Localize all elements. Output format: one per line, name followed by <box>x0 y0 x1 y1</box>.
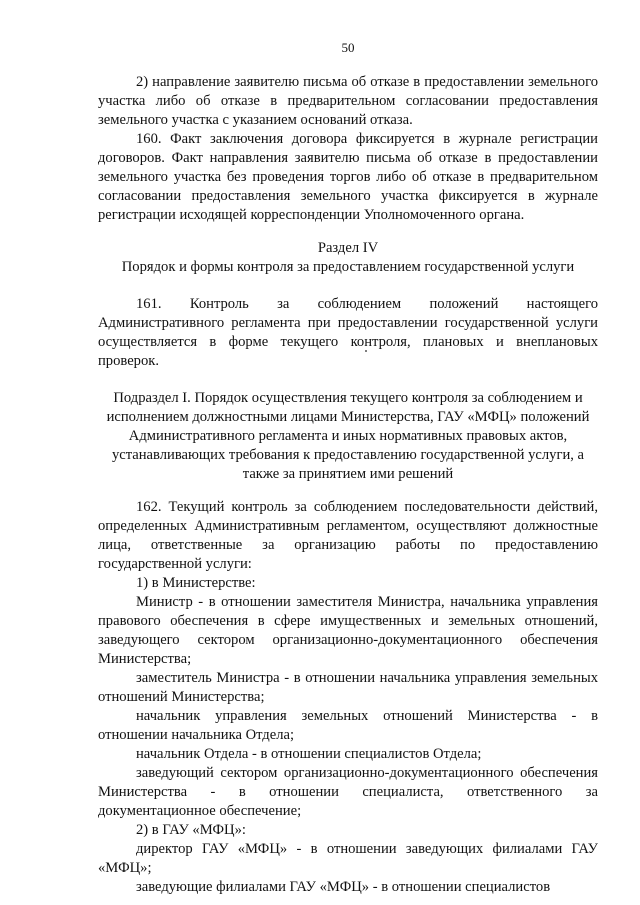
list-item: директор ГАУ «МФЦ» - в отношении заведующих филиалами ГАУ «МФЦ»; <box>98 841 598 876</box>
page-number: 50 <box>341 40 355 55</box>
list-item: 2) в ГАУ «МФЦ»: <box>136 822 246 838</box>
paragraph-160: 160. Факт заключения договора фиксируется в журнале регистрации договоров. Факт направления заявителю письма об отказе в предоставлении земельного участка без проведения торгов либо об отказе в предварительном согласовании предоставления земельного участка фиксируется в журнале регистрации исходящей корреспонденции Уполномоченного органа. <box>98 131 598 223</box>
document-page <box>98 38 598 897</box>
paragraph-162: 162. Текущий контроль за соблюдением последовательности действий, определенных Административным регламентом, осуществляют должностные лица, ответственные за организацию работы по предоставлению государственной услуги: <box>98 499 598 572</box>
subsection-title: Подраздел I. Порядок осуществления текущего контроля за соблюдением и исполнением должностными лицами Министерства, ГАУ «МФЦ» положений Административного регламента и иных нормативных правовых актов, устанавливающих требования к предоставлению государственной услуги, а также за принятием ими решений <box>106 390 590 482</box>
list-item: Министр - в отношении заместителя Министра, начальника управления правового обеспечения в сфере имущественных и земельных отношений, заведующего сектором организационно-документационного обеспечения Министерства; <box>98 594 598 667</box>
list-item: заведующие филиалами ГАУ «МФЦ» - в отношении специалистов <box>136 879 551 895</box>
list-item: заведующий сектором организационно-документационного обеспечения Министерства - в отношении специалиста, ответственного за документационное обеспечение; <box>98 765 598 819</box>
section-number: Раздел IV <box>317 240 379 256</box>
list-item: заместитель Министра - в отношении начальника управления земельных отношений Министерства; <box>98 670 598 705</box>
section-title: Порядок и формы контроля за предоставлением государственной услуги <box>121 259 575 275</box>
paragraph-item-2: 2) направление заявителю письма об отказе в предоставлении земельного участка либо об отказе в предварительном согласовании предоставления земельного участка с указанием оснований отказа. <box>98 74 598 128</box>
scan-speck <box>365 350 367 352</box>
list-item: начальник управления земельных отношений Министерства - в отношении начальника Отдела; <box>98 708 598 743</box>
paragraph-161: 161. Контроль за соблюдением положений настоящего Административного регламента при предоставлении государственной услуги осуществляется в форме текущего контроля, плановых и внеплановых проверок. <box>98 296 598 369</box>
list-item: начальник Отдела - в отношении специалистов Отдела; <box>136 746 482 762</box>
list-item: 1) в Министерстве: <box>136 575 256 591</box>
